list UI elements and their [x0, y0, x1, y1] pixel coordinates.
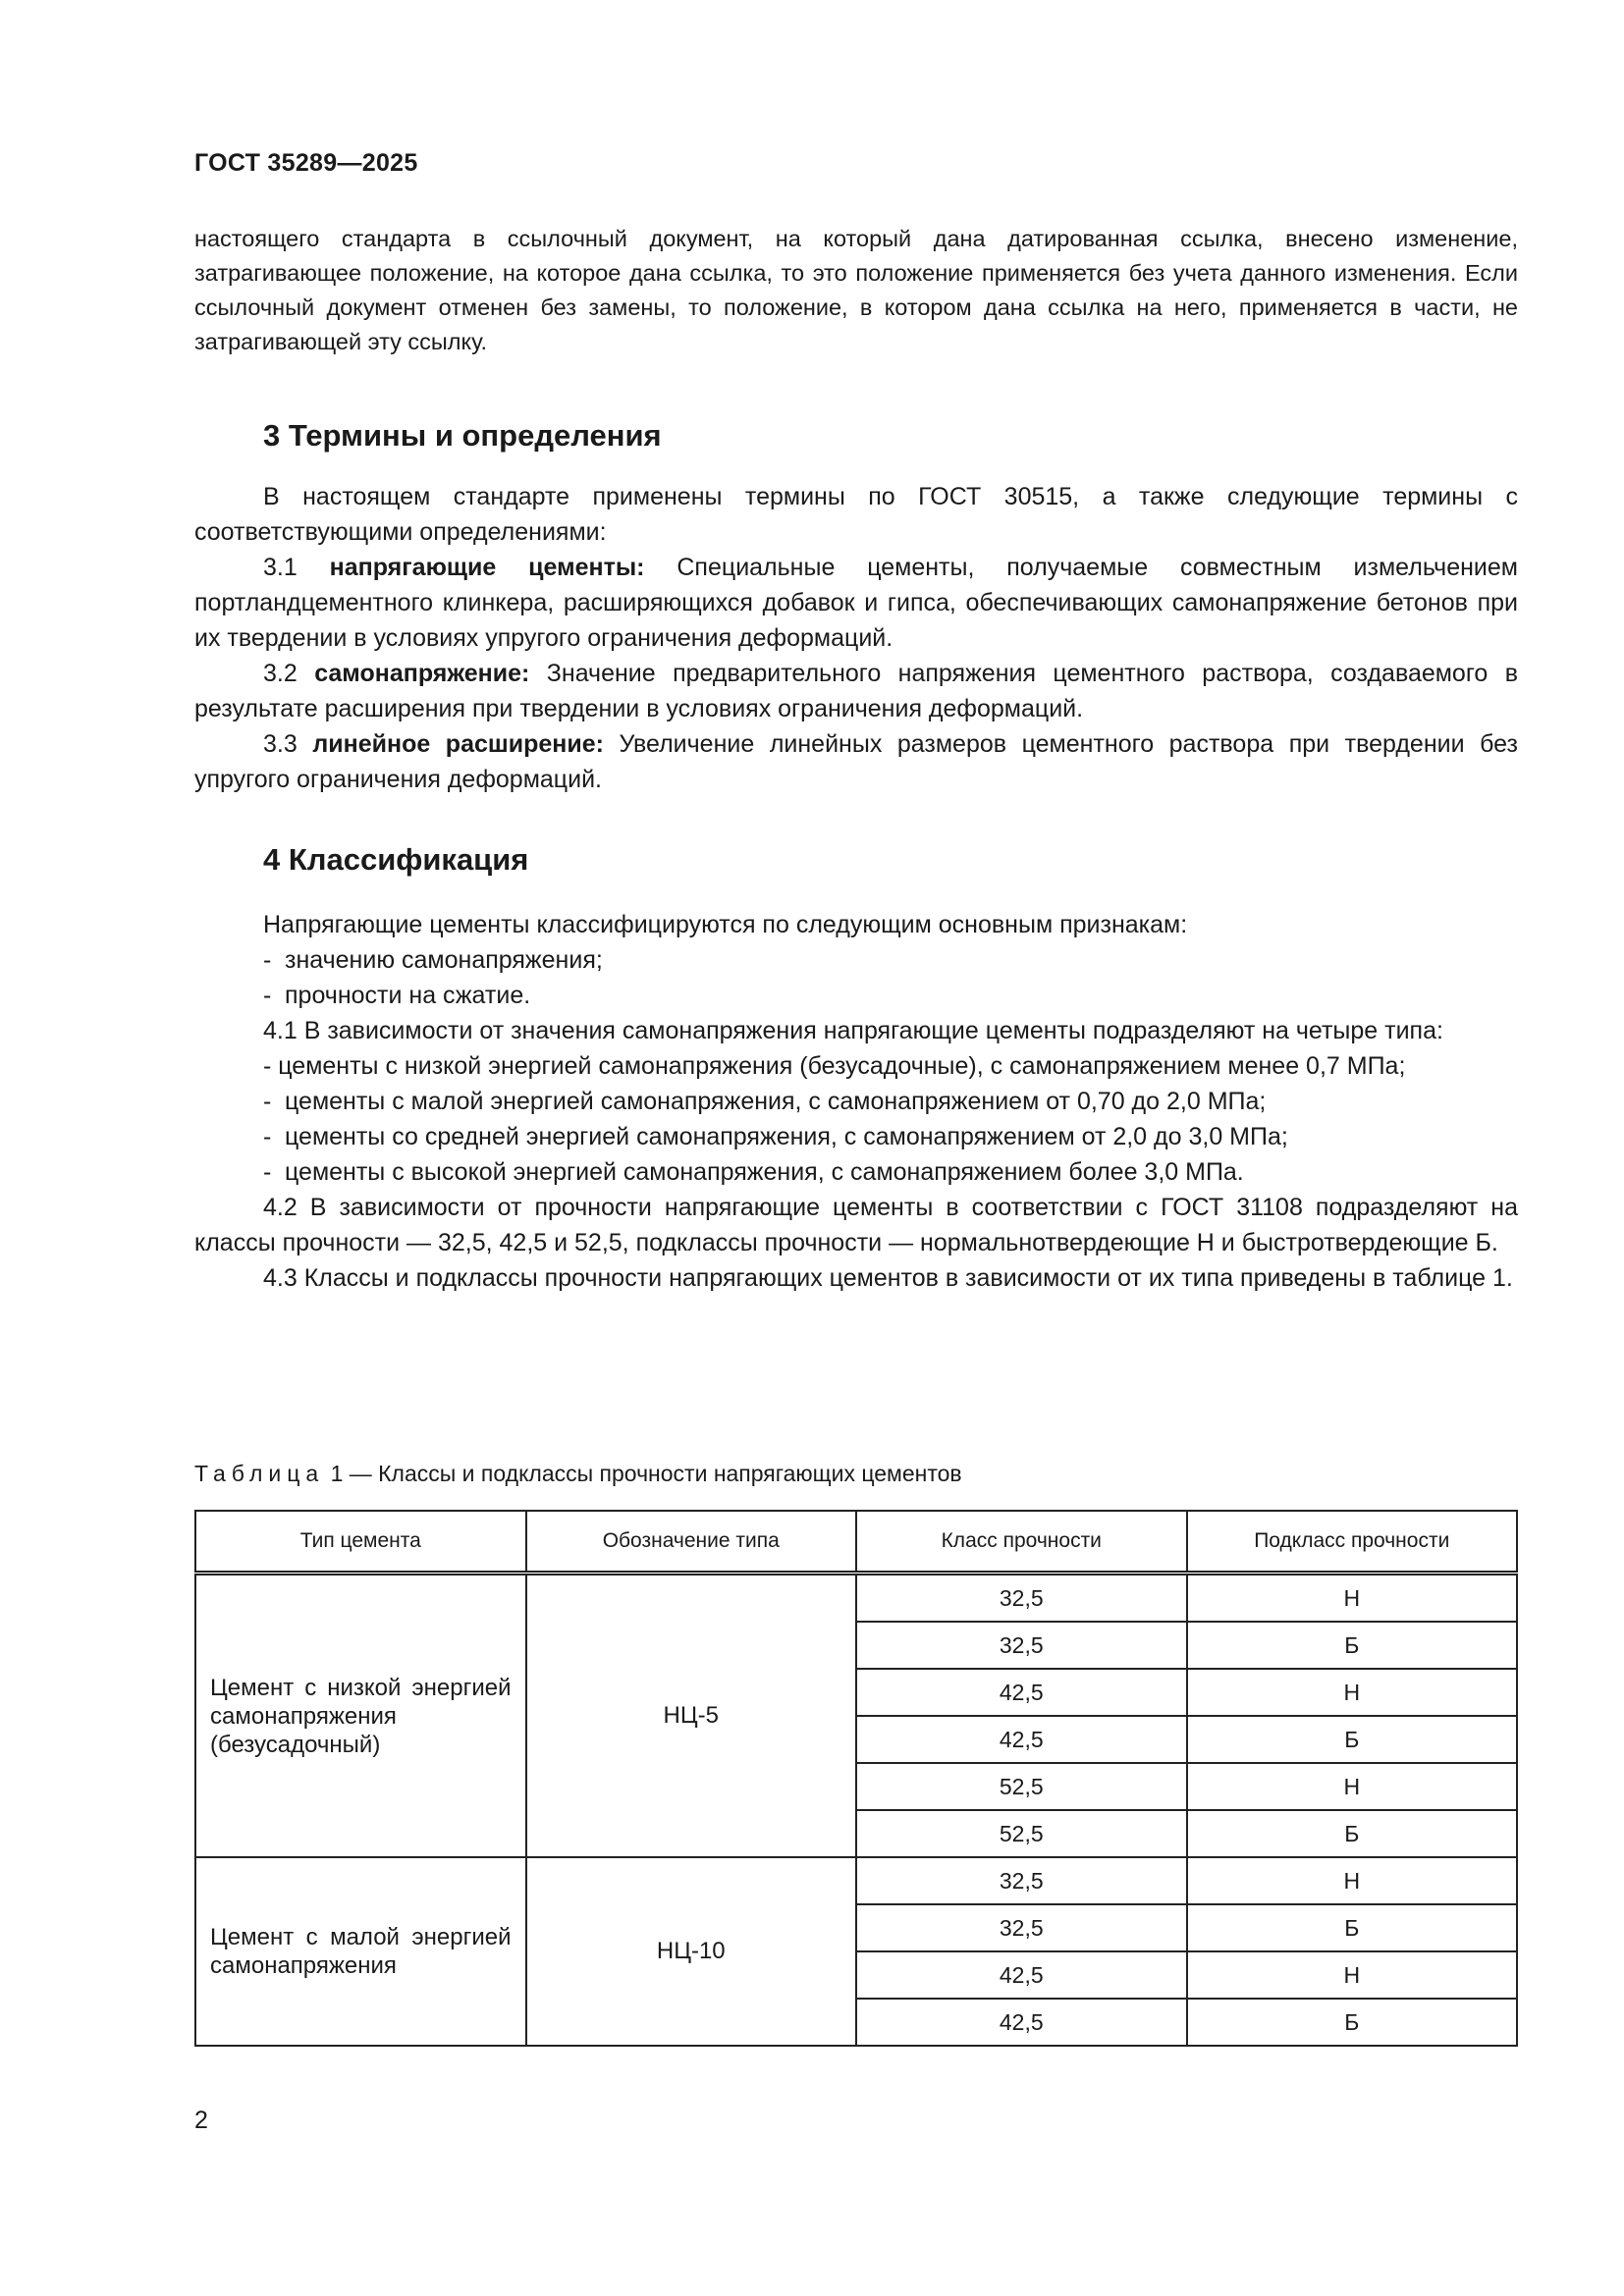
section-4-intro: Напрягающие цементы классифицируются по следующим основным признакам:	[263, 911, 1188, 938]
criteria-text: прочности на сжатие.	[285, 982, 531, 1009]
type-code-cell: НЦ-10	[526, 1857, 857, 2046]
subclass-cell: Б	[1187, 1999, 1518, 2046]
type-item: - цементы с низкой энергией самонапряжения (безусадочные), с самонапряжением менее 0,7 МПа;	[263, 1052, 1406, 1080]
subclass-cell: Н	[1187, 1951, 1518, 1999]
criteria-text: значению самонапряжения;	[285, 946, 603, 974]
header-strength-subclass: Подкласс прочности	[1187, 1511, 1518, 1574]
type-item: - цементы с высокой энергией самонапряжения, с самонапряжением более 3,0 МПа.	[263, 1158, 1244, 1186]
section-3-body	[194, 479, 1518, 797]
term-name: напрягающие цементы:	[329, 554, 645, 581]
section-4-title: 4 Классификация	[263, 842, 529, 877]
subclass-cell: Н	[1187, 1669, 1518, 1716]
class-cell: 42,5	[856, 1951, 1187, 1999]
header-strength-class: Класс прочности	[856, 1511, 1187, 1574]
class-cell: 42,5	[856, 1669, 1187, 1716]
table-row	[195, 1857, 1517, 1904]
document-header: ГОСТ 35289—2025	[194, 149, 418, 177]
class-cell: 52,5	[856, 1763, 1187, 1810]
intro-text: настоящего стандарта в ссылочный документ, на который дана датированная ссылка, внесено изменение, затрагивающее положение, на которое дана ссылка, то это положение применяется без учета данного изменения. Если ссылочный документ отменен без замены, то положение, в котором дана ссылка на него, применяется в части, не затрагивающей эту ссылку.	[194, 226, 1518, 354]
table-caption-text: 1 — Классы и подклассы прочности напрягающих цементов	[330, 1461, 962, 1486]
class-cell: 32,5	[856, 1904, 1187, 1951]
subclass-cell: Б	[1187, 1904, 1518, 1951]
type-text: цементы с малой энергией самонапряжения, с самонапряжением от 0,70 до 2,0 МПа;	[285, 1088, 1267, 1115]
term-number: 3.3	[263, 730, 298, 758]
section-3-title: 3 Термины и определения	[263, 418, 662, 453]
term-name: линейное расширение:	[312, 730, 604, 758]
term-number: 3.2	[263, 660, 298, 687]
class-cell: 42,5	[856, 1999, 1187, 2046]
section-3-intro: В настоящем стандарте применены термины по ГОСТ 30515, а также следующие термины с соответствующими определениями:	[194, 483, 1518, 546]
term-definition: Специальные цементы, получаемые совместным измельчением портландцементного клинкера, расширяющихся добавок и гипса, обеспечивающих самонапряжение бетонов при их твердении в условиях упругого ограничения деформаций.	[194, 554, 1518, 652]
paragraph-4-3: 4.3 Классы и подклассы прочности напрягающих цементов в зависимости от их типа приведены в таблице 1.	[263, 1264, 1513, 1292]
term-3-2	[194, 656, 1518, 726]
intro-paragraph	[194, 222, 1518, 359]
term-name: самонапряжение:	[314, 660, 530, 687]
section-4-body	[194, 907, 1518, 1296]
type-code-cell: НЦ-5	[526, 1574, 857, 1858]
header-type-designation: Обозначение типа	[526, 1511, 857, 1574]
criteria-item: - прочности на сжатие.	[263, 982, 531, 1009]
subclass-cell: Н	[1187, 1574, 1518, 1623]
subclass-cell: Н	[1187, 1763, 1518, 1810]
page-number: 2	[194, 2107, 208, 2134]
class-cell: 32,5	[856, 1857, 1187, 1904]
table-caption	[194, 1461, 962, 1487]
term-3-3	[194, 726, 1518, 797]
type-text: цементы со средней энергией самонапряжения, с самонапряжением от 2,0 до 3,0 МПа;	[285, 1123, 1288, 1150]
strength-classes-table	[194, 1510, 1518, 2047]
term-3-1	[194, 550, 1518, 656]
class-cell: 42,5	[856, 1716, 1187, 1763]
term-definition: Увеличение линейных размеров цементного раствора при твердении без упругого ограничения деформаций.	[194, 730, 1518, 793]
subclass-cell: Б	[1187, 1716, 1518, 1763]
subclass-cell: Н	[1187, 1857, 1518, 1904]
paragraph-4-1: 4.1 В зависимости от значения самонапряжения напрягающие цементы подразделяют на четыре типа:	[263, 1017, 1443, 1044]
class-cell: 32,5	[856, 1574, 1187, 1623]
subclass-cell: Б	[1187, 1810, 1518, 1857]
cement-type-cell: Цемент с малой энергией самонапряжения	[195, 1857, 526, 2046]
criteria-item: - значению самонапряжения;	[263, 946, 603, 974]
table-caption-label: Таблица	[194, 1461, 325, 1486]
cement-type-cell: Цемент с низкой энергией самонапряжения (безусадочный)	[195, 1574, 526, 1858]
paragraph-4-2: 4.2 В зависимости от прочности напрягающие цементы в соответствии с ГОСТ 31108 подразделяют на классы прочности — 32,5, 42,5 и 52,5, подклассы прочности — нормальнотвердеющие Н и быстротвердеющие Б.	[194, 1194, 1518, 1256]
class-cell: 52,5	[856, 1810, 1187, 1857]
table-header-row	[195, 1511, 1517, 1574]
term-number: 3.1	[263, 554, 298, 581]
term-definition: Значение предварительного напряжения цементного раствора, создаваемого в результате расширения при твердении в условиях ограничения деформаций.	[194, 660, 1519, 722]
type-item: - цементы со средней энергией самонапряжения, с самонапряжением от 2,0 до 3,0 МПа;	[263, 1123, 1288, 1150]
type-item: - цементы с малой энергией самонапряжения, с самонапряжением от 0,70 до 2,0 МПа;	[263, 1088, 1267, 1115]
class-cell: 32,5	[856, 1622, 1187, 1669]
type-text: цементы с высокой энергией самонапряжения, с самонапряжением более 3,0 МПа.	[285, 1158, 1244, 1186]
header-cement-type: Тип цемента	[195, 1511, 526, 1574]
table-row	[195, 1574, 1517, 1623]
subclass-cell: Б	[1187, 1622, 1518, 1669]
